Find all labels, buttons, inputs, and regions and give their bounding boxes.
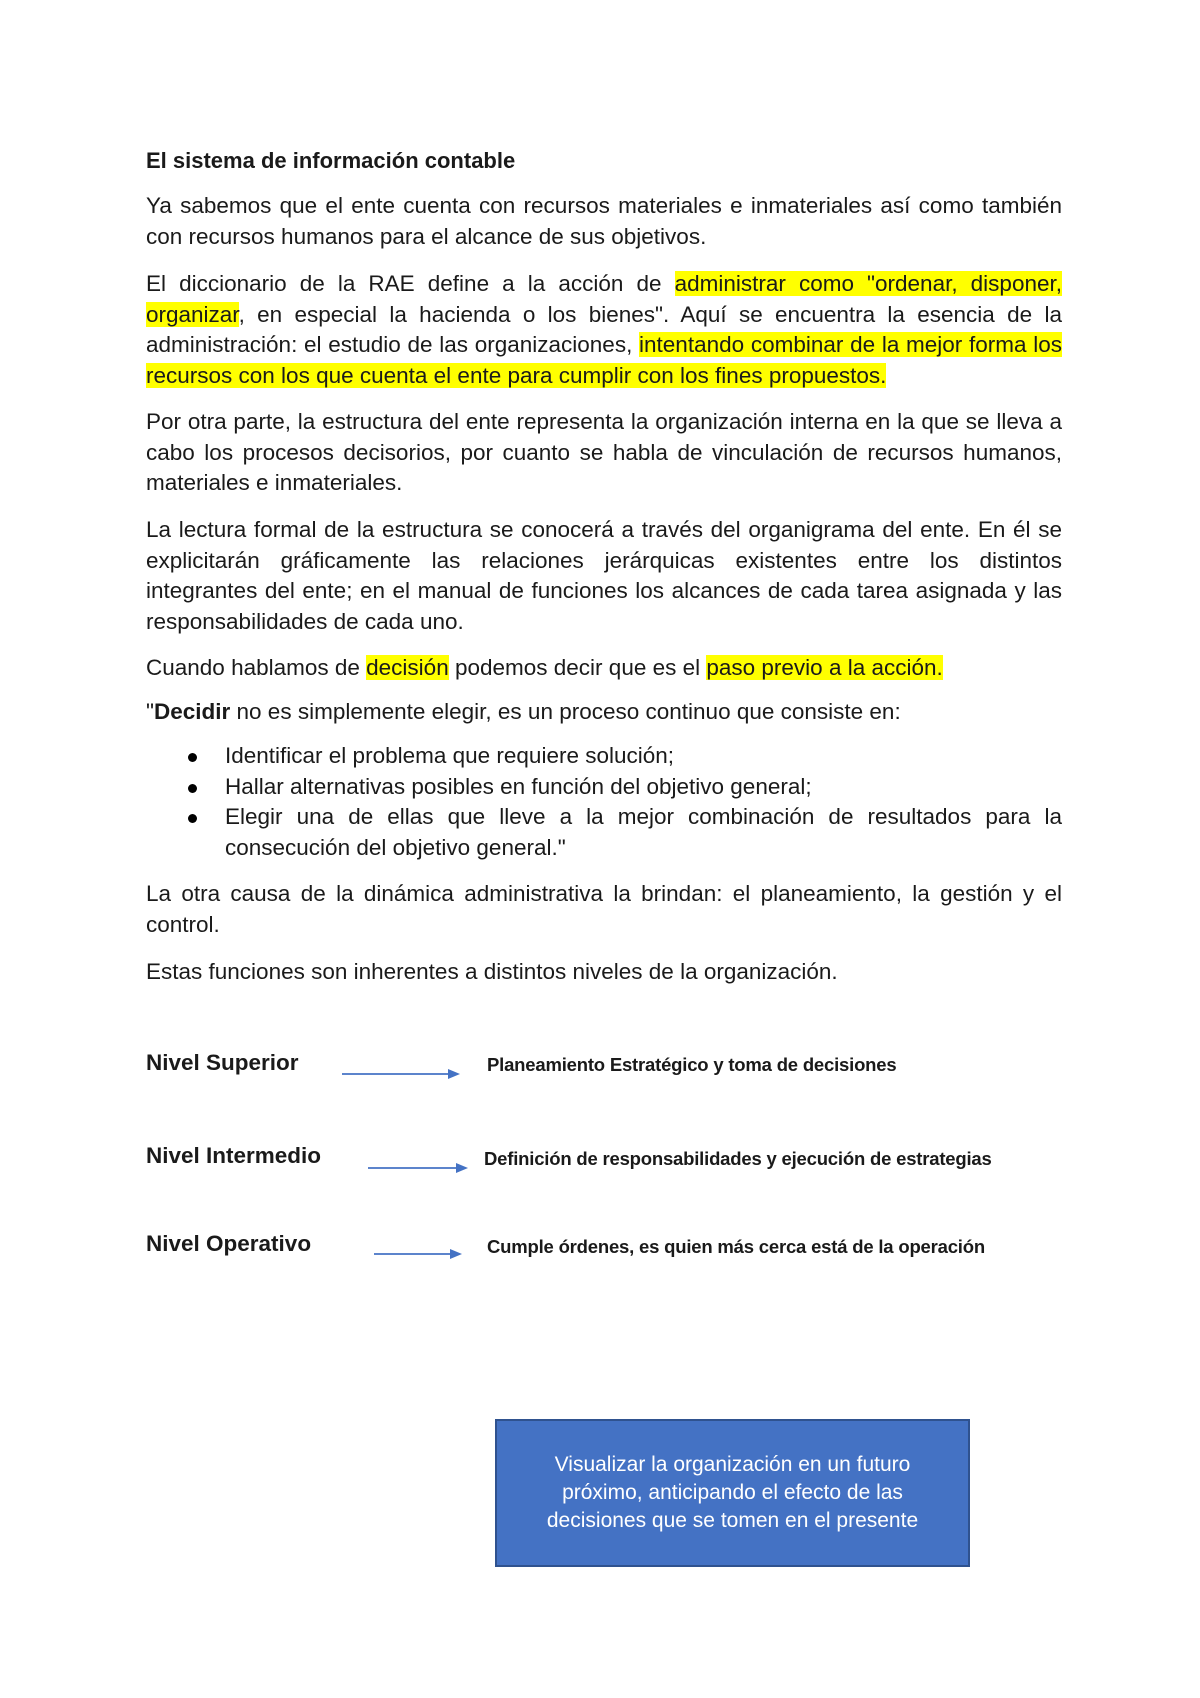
level-operativo-description: Cumple órdenes, es quien más cerca está de la operación xyxy=(487,1236,985,1257)
list-item-text: Identificar el problema que requiere solución; xyxy=(225,743,675,768)
paragraph-decidir xyxy=(146,697,1062,728)
paragraph-rae-definition xyxy=(146,269,1062,391)
highlight-administrar: administrar como "ordenar, disponer, organizar xyxy=(146,271,1062,327)
paragraph-dynamics: La otra causa de la dinámica administrativa la brindan: el planeamiento, la gestión y el control. xyxy=(146,881,1062,937)
list-item-text: Elegir una de ellas que lleve a la mejor combinación de resultados para la consecución del objetivo general." xyxy=(225,804,1062,860)
paragraph-resources: Ya sabemos que el ente cuenta con recursos materiales e inmateriales así como también con recursos humanos para el alcance de sus objetivos. xyxy=(146,193,1062,249)
decision-steps-list xyxy=(146,741,1062,863)
paragraph-decidir-text: no es simplemente elegir, es un proceso continuo que consiste en: xyxy=(230,699,901,724)
note-box xyxy=(495,1419,970,1567)
arrow-right-icon xyxy=(368,1161,470,1175)
bullet-dot-icon xyxy=(188,814,197,823)
highlight-combinar-recursos: intentando combinar de la mejor forma los recursos con los que cuenta el ente para cumplir con los fines propuestos. xyxy=(146,332,1062,388)
note-box-text: Visualizar la organización en un futuro próximo, anticipando el efecto de las decisiones que se tomen en el presente xyxy=(546,1453,919,1532)
paragraph-decidir-bold: Decidir xyxy=(154,699,231,724)
paragraph-levels-intro: Estas funciones son inherentes a distintos niveles de la organización. xyxy=(146,959,838,984)
paragraph-organigrama: La lectura formal de la estructura se conocerá a través del organigrama del ente. En él se explicitarán gráficamente las relaciones jerárquicas existentes entre los distintos integrantes del ente; en el manual de funciones los alcances de cada tarea asignada y las responsabilidades de cada uno. xyxy=(146,517,1062,634)
highlight-paso-previo: paso previo a la acción. xyxy=(706,655,943,680)
bullet-dot-icon xyxy=(188,784,197,793)
level-intermedio-description: Definición de responsabilidades y ejecución de estrategias xyxy=(484,1148,992,1169)
paragraph-decidir-quote: " xyxy=(146,699,154,724)
paragraph-decision-text-c: podemos decir que es el xyxy=(448,655,707,680)
list-item xyxy=(146,772,1062,803)
level-operativo-label: Nivel Operativo xyxy=(146,1231,312,1256)
list-item-text: Hallar alternativas posibles en función del objetivo general; xyxy=(225,773,812,799)
list-item xyxy=(146,741,1062,772)
level-intermedio-label: Nivel Intermedio xyxy=(146,1143,322,1168)
bullet-dot-icon xyxy=(188,753,197,762)
document-title: El sistema de información contable xyxy=(146,148,516,173)
paragraph-decision xyxy=(146,653,1062,684)
paragraph-decision-text-a: Cuando hablamos de xyxy=(146,655,367,680)
paragraph-structure: Por otra parte, la estructura del ente representa la organización interna en la que se lleva a cabo los procesos decisorios, por cuanto se habla de vinculación de recursos humanos, materiales e inmateriales. xyxy=(146,409,1062,495)
arrow-right-icon xyxy=(342,1067,462,1081)
paragraph-rae-text-a: El diccionario de la RAE define a la acción de xyxy=(146,271,675,296)
highlight-decision: decisión xyxy=(366,655,449,680)
list-item xyxy=(146,802,1062,863)
arrow-right-icon xyxy=(374,1247,464,1261)
paragraph-rae-text-c: , en especial la hacienda o los bienes". Aquí se encuentra la esencia de la administración: el estudio de las organizaciones, xyxy=(146,301,1062,357)
level-superior-description: Planeamiento Estratégico y toma de decisiones xyxy=(487,1054,897,1075)
level-superior-label: Nivel Superior xyxy=(146,1050,299,1075)
